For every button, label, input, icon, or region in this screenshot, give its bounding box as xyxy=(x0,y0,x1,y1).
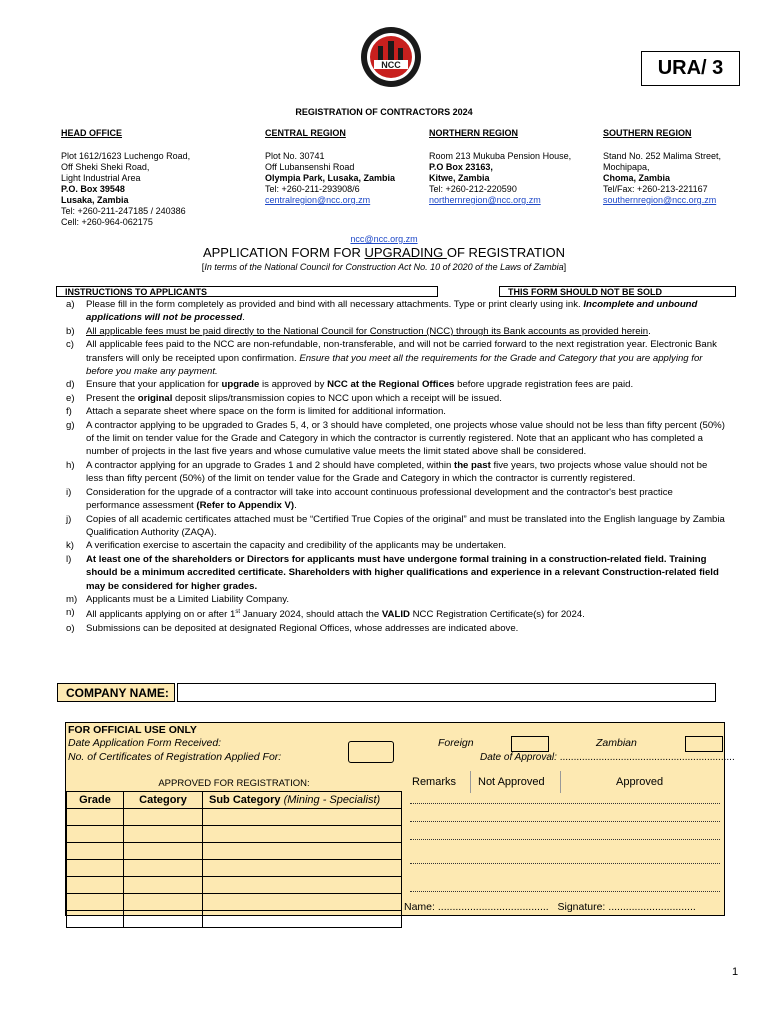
remarks-line[interactable] xyxy=(410,863,720,864)
official-title: FOR OFFICIAL USE ONLY xyxy=(68,724,197,736)
office-line: Kitwe, Zambia xyxy=(429,173,490,183)
category-cell[interactable] xyxy=(124,809,203,826)
category-cell[interactable] xyxy=(124,860,203,877)
grade-header: Grade xyxy=(67,792,124,809)
instruction-letter: l) xyxy=(66,553,72,565)
category-cell[interactable] xyxy=(124,843,203,860)
instruction-letter: m) xyxy=(66,593,78,605)
sub-category-header: Sub Category (Mining - Specialist) xyxy=(203,792,402,809)
instruction-letter: b) xyxy=(66,325,75,337)
instruction-letter: n) xyxy=(66,607,75,619)
name-label: Name: xyxy=(404,901,435,913)
instruction-item: g) A contractor applying to be upgraded to Grades 5, 4, or 3 should have completed, one projects whose value should not be less than fifty percent (50%) of the limit on tender value for the Grade and Category in which the contractor is currently registered. Note that an applicant who has completed a number of projects in the last five years and whose cumulative value meets the limit stated above shall be considered. xyxy=(66,419,725,458)
instruction-letter: d) xyxy=(66,379,75,391)
instruction-item: o) Submissions can be deposited at designated Regional Offices, whose addresses are indicated above. xyxy=(66,622,519,634)
office-email-link[interactable]: northernregion@ncc.org.zm xyxy=(429,195,541,205)
office-line: Stand No. 252 Malima Street, xyxy=(603,151,722,161)
instruction-letter: e) xyxy=(66,392,75,404)
instructions-label: INSTRUCTIONS TO APPLICANTS xyxy=(56,286,438,297)
table-row xyxy=(67,843,402,860)
sub-category-cell[interactable] xyxy=(203,894,402,911)
sub-category-cell[interactable] xyxy=(203,860,402,877)
office-heading: HEAD OFFICE xyxy=(61,128,123,138)
instruction-item: k) A verification exercise to ascertain the capacity and credibility of the applicants may be undertaken. xyxy=(66,540,507,552)
instructions-list xyxy=(64,298,726,635)
remarks-line[interactable] xyxy=(410,839,720,840)
remarks-row xyxy=(402,771,724,793)
office-line: Mochipapa, xyxy=(603,162,650,172)
office-line: Tel: +260-212-220590 xyxy=(429,184,517,194)
office-northern xyxy=(429,128,571,206)
grade-cell[interactable] xyxy=(67,843,124,860)
form-subtitle: [In terms of the National Council for Construction Act No. 10 of 2020 of the Laws of Zambia] xyxy=(201,262,567,272)
office-heading: SOUTHERN REGION xyxy=(603,128,692,138)
office-line: P.O. Box 39548 xyxy=(61,184,125,194)
zambian-label: Zambian xyxy=(596,737,637,749)
grade-cell[interactable] xyxy=(67,894,124,911)
office-central xyxy=(265,128,395,206)
office-line: Off Sheki Sheki Road, xyxy=(61,162,150,172)
name-input[interactable]: ...................................... xyxy=(437,901,549,913)
instructions-header xyxy=(56,286,736,298)
instruction-item: n) All applicants applying on or after 1st January 2024, should attach the VALID NCC Registration Certificate(s) for 2024. xyxy=(66,607,585,621)
remarks-line[interactable] xyxy=(410,891,720,892)
grade-cell[interactable] xyxy=(67,877,124,894)
official-use-box xyxy=(65,722,735,916)
office-line: Olympia Park, Lusaka, Zambia xyxy=(265,173,396,183)
instruction-letter: j) xyxy=(66,513,72,525)
instruction-item: m) Applicants must be a Limited Liability Company. xyxy=(66,593,289,605)
instruction-letter: a) xyxy=(66,299,75,310)
sub-category-cell[interactable] xyxy=(203,877,402,894)
main-email-link[interactable]: ncc@ncc.org.zm xyxy=(350,234,418,244)
main-email[interactable] xyxy=(0,234,768,244)
office-line: Plot 1612/1623 Luchengo Road, xyxy=(61,151,191,161)
remarks-line[interactable] xyxy=(410,803,720,804)
approved-for-registration-label: APPROVED FOR REGISTRATION: xyxy=(158,778,310,789)
instruction-item: d) Ensure that your application for upgrade is approved by NCC at the Regional Offices before upgrade registration fees are paid. xyxy=(66,379,634,391)
signature-input[interactable]: .............................. xyxy=(608,901,696,913)
category-cell[interactable] xyxy=(124,894,203,911)
instruction-item: b) All applicable fees must be paid directly to the National Council for Construction (NCC) through its Bank accounts as provided herein. xyxy=(66,325,651,337)
date-received-label: Date Application Form Received: xyxy=(68,737,222,749)
table-row xyxy=(67,809,402,826)
num-certificates-input[interactable] xyxy=(348,741,394,763)
category-cell[interactable] xyxy=(124,826,203,843)
signature-row xyxy=(404,901,696,914)
office-heading: NORTHERN REGION xyxy=(429,128,519,138)
form-code-box xyxy=(641,51,740,86)
instruction-letter: i) xyxy=(66,486,72,498)
instruction-item: f) Attach a separate sheet where space on the form is limited for additional information. xyxy=(66,406,446,418)
office-line: Light Industrial Area xyxy=(61,173,141,183)
grade-cell[interactable] xyxy=(67,826,124,843)
office-email-link[interactable]: centralregion@ncc.org.zm xyxy=(265,195,371,205)
instruction-item: a) Please fill in the form completely as provided and bind with all necessary attachments. Type or print clearly using ink. Incomplete and unbound applications will not be processed. xyxy=(66,299,698,324)
office-line: Tel/Fax: +260-213-221167 xyxy=(603,184,708,194)
office-heading: CENTRAL REGION xyxy=(265,128,346,138)
office-line: Tel: +260-211-293908/6 xyxy=(265,184,360,194)
table-row xyxy=(67,911,402,928)
office-line: Tel: +260-211-247185 / 240386 xyxy=(61,206,186,216)
table-row xyxy=(67,877,402,894)
instruction-letter: k) xyxy=(66,540,74,552)
instruction-item: e) Present the original deposit slips/transmission copies to NCC upon which a receipt will be issued. xyxy=(66,392,502,404)
instruction-letter: h) xyxy=(66,459,75,471)
office-head xyxy=(61,128,190,228)
instruction-letter: c) xyxy=(66,339,74,351)
office-line: Cell: +260-964-062175 xyxy=(61,217,153,227)
grade-cell[interactable] xyxy=(67,860,124,877)
instruction-item: l) At least one of the shareholders or Directors for applicants must have undergone formal training in a construction-related field. Training should be a minimum accredited certificate. Shareholders with higher qualifications and experience in a relevant Construction-related field may be considered for higher grades. xyxy=(66,553,719,592)
office-line: Choma, Zambia xyxy=(603,173,671,183)
instruction-item: j) Copies of all academic certificates attached must be “Certified True Copies of the original” and must be translated into the English language by Zambia Qualification Authority (ZAQA). xyxy=(66,513,725,538)
sub-category-cell[interactable] xyxy=(203,826,402,843)
office-line: Room 213 Mukuba Pension House, xyxy=(429,151,572,161)
form-code: URA/ 3 xyxy=(657,57,724,79)
form-title: APPLICATION FORM FOR UPGRADING OF REGISTRATION xyxy=(202,245,566,260)
not-approved-option[interactable]: Not Approved xyxy=(478,776,545,788)
company-name-input[interactable] xyxy=(177,683,716,702)
svg-text:NCC: NCC xyxy=(381,60,401,70)
sub-category-cell[interactable] xyxy=(203,809,402,826)
sub-category-cell[interactable] xyxy=(203,911,402,928)
registration-title: REGISTRATION OF CONTRACTORS 2024 xyxy=(295,107,473,117)
approved-option[interactable]: Approved xyxy=(616,776,664,788)
category-header: Category xyxy=(124,792,203,809)
signature-label: Signature: xyxy=(557,901,606,913)
page-number: 1 xyxy=(732,966,739,978)
office-email-link[interactable]: southernregion@ncc.org.zm xyxy=(603,195,717,205)
approval-grid xyxy=(66,791,402,928)
office-line: Lusaka, Zambia xyxy=(61,195,129,205)
instruction-letter: o) xyxy=(66,622,75,634)
category-cell[interactable] xyxy=(124,911,203,928)
company-name-label: COMPANY NAME: xyxy=(57,683,175,702)
num-certificates-label: No. of Certificates of Registration Applied For: xyxy=(68,751,282,763)
office-southern xyxy=(603,128,721,206)
foreign-label: Foreign xyxy=(438,737,474,749)
instruction-letter: f) xyxy=(66,406,72,418)
foreign-checkbox[interactable] xyxy=(511,736,549,752)
remarks-label: Remarks xyxy=(412,776,457,788)
office-line: Plot No. 30741 xyxy=(265,151,325,161)
grade-cell[interactable] xyxy=(67,809,124,826)
zambian-checkbox[interactable] xyxy=(685,736,723,752)
instruction-letter: g) xyxy=(66,419,75,431)
instruction-item: i) Consideration for the upgrade of a contractor will take into account continuous professional development and the contractor's best practice performance assessment (Refer to Appendix V). xyxy=(66,486,673,512)
company-name-row xyxy=(57,683,716,702)
category-cell[interactable] xyxy=(124,877,203,894)
table-row xyxy=(67,826,402,843)
office-line: P.O Box 23163, xyxy=(429,162,493,172)
date-approval: Date of Approval: ............................................................... xyxy=(480,752,735,763)
remarks-line[interactable] xyxy=(410,821,720,822)
not-sold-label: THIS FORM SHOULD NOT BE SOLD xyxy=(499,286,736,297)
ncc-logo xyxy=(360,26,422,88)
table-row xyxy=(67,860,402,877)
sub-category-cell[interactable] xyxy=(203,843,402,860)
instruction-item: h) A contractor applying for an upgrade to Grades 1 and 2 should have completed, within the past five years, two projects whose value should not be less than fifty percent (50%) of the limit on tender value for the Grade and Category in which the contractor is currently registered. xyxy=(66,459,708,485)
office-line: Off Lubansenshi Road xyxy=(265,162,355,172)
grade-cell[interactable] xyxy=(67,911,124,928)
instruction-item: c) All applicable fees paid to the NCC are non-refundable, non-transferable, and will not be carried forward to the next registration year. Electronic Bank transfers will only be receipted upon confirmation. Ensure that you meet all the requirements for the Grade and Category that you are applying for before you make any payment. xyxy=(66,339,717,378)
table-row xyxy=(67,894,402,911)
